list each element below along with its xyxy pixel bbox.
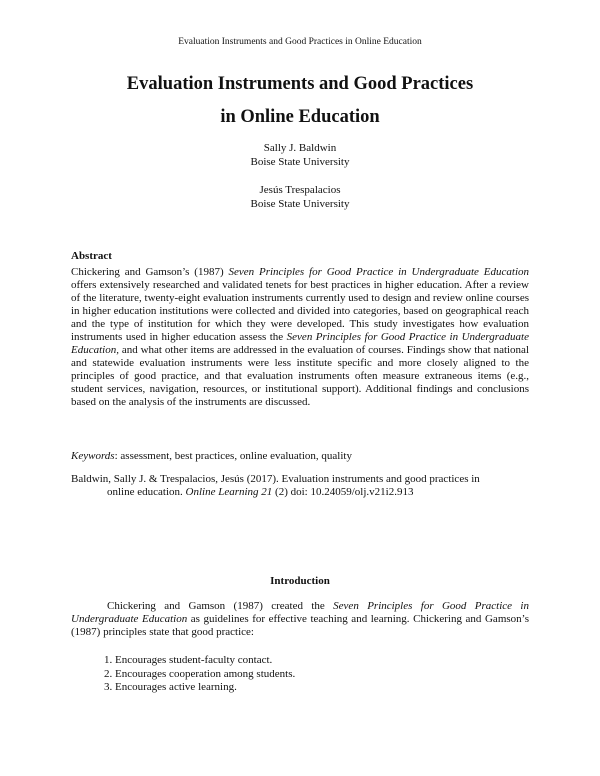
keywords-text: : assessment, best practices, online evaluation, quality	[114, 450, 352, 462]
abstract-cited-title: Seven Principles for Good Practice in Undergraduate Education,	[71, 331, 529, 356]
abstract-text-part: and what other items are addressed in the evaluation of courses. Findings show that national and statewide evaluation instruments were less institute specific and more closely aligned to the principles of good practice, and that evaluation instruments often measure extraneous items (e.g., student services, navigation, resources, or institutional support). Additional findings and conclusions based on the analysis of the instruments are discussed.	[71, 344, 529, 408]
abstract-text-part: offers extensively researched and validated tenets for best practices in higher education. After a review of the literature, twenty-eight evaluation instruments currently used to design and review online courses in higher education institutions were collected and divided into categories, based on geographical reach and the type of institution for which they were developed. This study investigates how evaluation instruments used in higher education assess the	[71, 279, 529, 343]
keywords	[71, 450, 529, 463]
citation-line-2	[71, 486, 529, 499]
abstract-heading: Abstract	[71, 250, 112, 262]
citation-journal: Online Learning 21	[185, 486, 273, 498]
abstract-cited-title: Seven Principles for Good Practice in Undergraduate Education	[228, 266, 529, 278]
author-block-2	[0, 183, 600, 211]
intro-text-part: Chickering and Gamson (1987) created the	[107, 600, 334, 612]
author-affiliation: Boise State University	[250, 156, 350, 168]
citation-text: online education.	[107, 486, 186, 498]
intro-text-part: as guidelines for effective teaching and learning. Chickering and Gamson’s (1987) principles state that good practice:	[71, 613, 529, 638]
keywords-label: Keywords	[71, 450, 115, 462]
author-name: Sally J. Baldwin	[263, 142, 337, 154]
citation-doi: (2) doi: 10.24059/olj.v21i2.913	[272, 486, 414, 498]
citation	[71, 473, 529, 499]
author-name: Jesús Trespalacios	[259, 184, 341, 196]
list-item: 3. Encourages active learning.	[104, 681, 237, 693]
list-item: 2. Encourages cooperation among students.	[104, 667, 296, 680]
introduction-text	[71, 600, 529, 639]
abstract-text-part: Chickering and Gamson’s (1987)	[71, 266, 229, 278]
intro-cited-title: Seven Principles for Good Practice in Undergraduate Education	[71, 600, 529, 625]
introduction-heading: Introduction	[270, 575, 330, 587]
citation-line-1: Baldwin, Sally J. & Trespalacios, Jesús (2017). Evaluation instruments and good practices in	[71, 473, 480, 485]
paper-title-line-1: Evaluation Instruments and Good Practices	[126, 74, 474, 94]
principles-list	[104, 654, 295, 695]
list-item: 1. Encourages student-faculty contact.	[104, 654, 273, 666]
running-header: Evaluation Instruments and Good Practices in Online Education	[178, 37, 422, 47]
abstract-text	[71, 266, 529, 409]
author-affiliation: Boise State University	[250, 198, 350, 210]
author-block-1	[0, 141, 600, 169]
paper-title-line-2: in Online Education	[220, 107, 380, 127]
